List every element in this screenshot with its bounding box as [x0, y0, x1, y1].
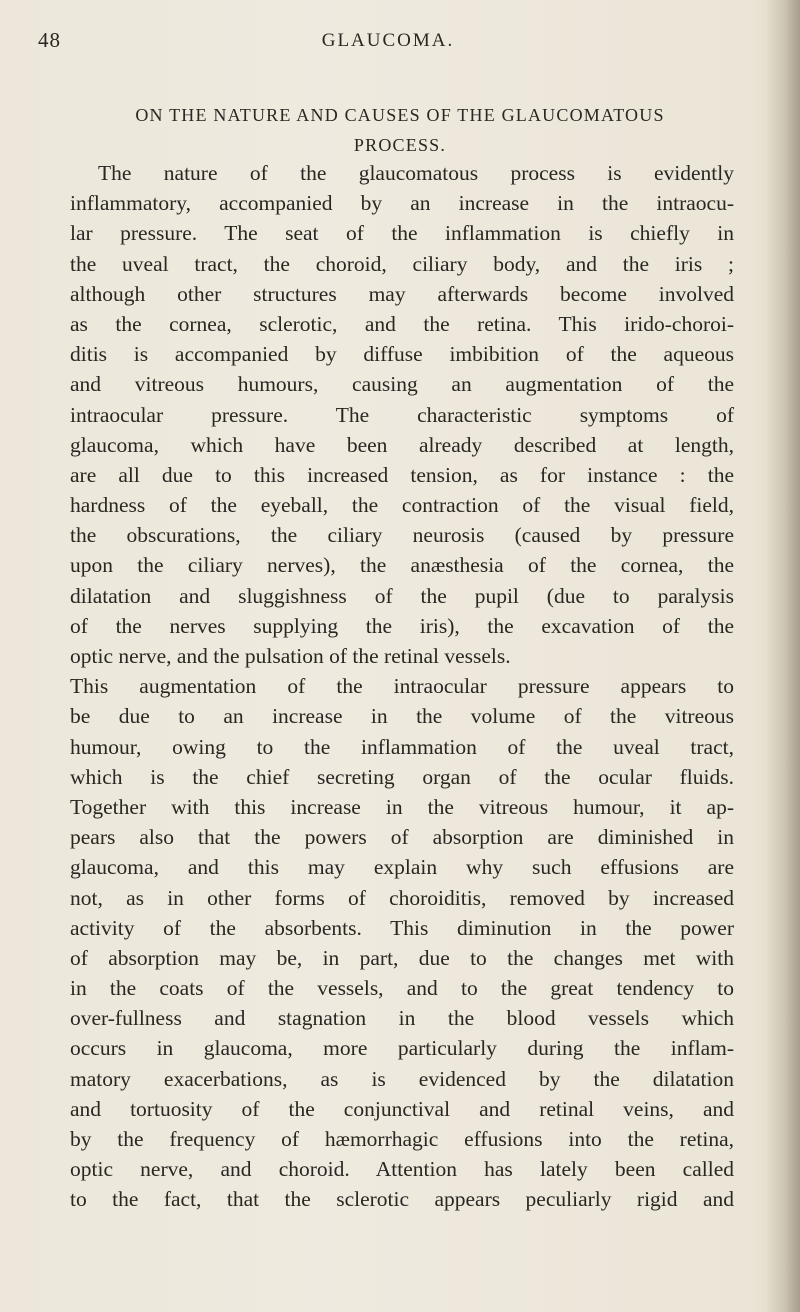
text-line: optic nerve, and the pulsation of the retinal vessels.	[70, 644, 511, 668]
text-line: over-fullness and stagnation in the blood vessels which	[70, 1006, 734, 1031]
text-line: matory exacerbations, as is evidenced by the dilatation	[70, 1066, 734, 1091]
text-line: the obscurations, the ciliary neurosis (caused by pressure	[70, 523, 734, 548]
section-heading-line: PROCESS.	[353, 135, 447, 155]
text-line: are all due to this increased tension, as for instance : the	[70, 462, 734, 487]
text-line: This augmentation of the intraocular pressure appears to	[70, 674, 734, 699]
text-line: the uveal tract, the choroid, ciliary body, and the iris ;	[70, 251, 734, 276]
text-line: as the cornea, sclerotic, and the retina. This irido-choroi-	[70, 311, 734, 336]
text-line: pears also that the powers of absorption are diminished in	[70, 825, 734, 850]
page-number: 48	[38, 28, 61, 52]
text-line: inflammatory, accompanied by an increase in the intraocu-	[70, 191, 734, 216]
text-line: ditis is accompanied by diffuse imbibition of the aqueous	[70, 342, 734, 367]
text-line: glaucoma, which have been already described at length,	[70, 432, 734, 457]
running-head	[38, 28, 738, 58]
text-line: and vitreous humours, causing an augmentation of the	[70, 372, 734, 397]
text-line: glaucoma, and this may explain why such effusions are	[70, 855, 734, 880]
body-paragraph	[70, 158, 734, 1215]
text-line: not, as in other forms of choroiditis, removed by increased	[70, 885, 734, 910]
text-line: activity of the absorbents. This diminution in the power	[70, 915, 734, 940]
text-line: optic nerve, and choroid. Attention has lately been called	[70, 1157, 734, 1182]
text-line: upon the ciliary nerves), the anæsthesia of the cornea, the	[70, 553, 734, 578]
text-line: although other structures may afterwards become involved	[70, 281, 734, 306]
text-line: lar pressure. The seat of the inflammation is chiefly in	[70, 221, 734, 246]
text-line: which is the chief secreting organ of the ocular fluids.	[70, 764, 734, 789]
text-line: to the fact, that the sclerotic appears peculiarly rigid and	[70, 1187, 734, 1212]
text-line: dilatation and sluggishness of the pupil (due to paralysis	[70, 583, 734, 608]
text-line: be due to an increase in the volume of the vitreous	[70, 704, 734, 729]
running-title: GLAUCOMA.	[321, 30, 455, 51]
text-line: The nature of the glaucomatous process is evidently	[98, 161, 734, 185]
page-gutter-shadow	[766, 0, 800, 1312]
section-heading	[80, 100, 720, 160]
text-line: in the coats of the vessels, and to the great tendency to	[70, 976, 734, 1001]
text-line: by the frequency of hæmorrhagic effusions into the retina,	[70, 1127, 734, 1151]
text-line: Together with this increase in the vitreous humour, it ap-	[70, 794, 734, 819]
text-line: occurs in glaucoma, more particularly during the inflam-	[70, 1036, 734, 1061]
text-line: of absorption may be, in part, due to the changes met with	[70, 945, 734, 970]
text-line: hardness of the eyeball, the contraction of the visual field,	[70, 493, 734, 518]
text-line: of the nerves supplying the iris), the excavation of the	[70, 613, 734, 638]
text-line: and tortuosity of the conjunctival and retinal veins, and	[70, 1096, 734, 1121]
text-line: intraocular pressure. The characteristic symptoms of	[70, 402, 734, 427]
section-heading-line: ON THE NATURE AND CAUSES OF THE GLAUCOMATOUS	[135, 105, 665, 125]
text-line: humour, owing to the inflammation of the uveal tract,	[70, 734, 734, 759]
